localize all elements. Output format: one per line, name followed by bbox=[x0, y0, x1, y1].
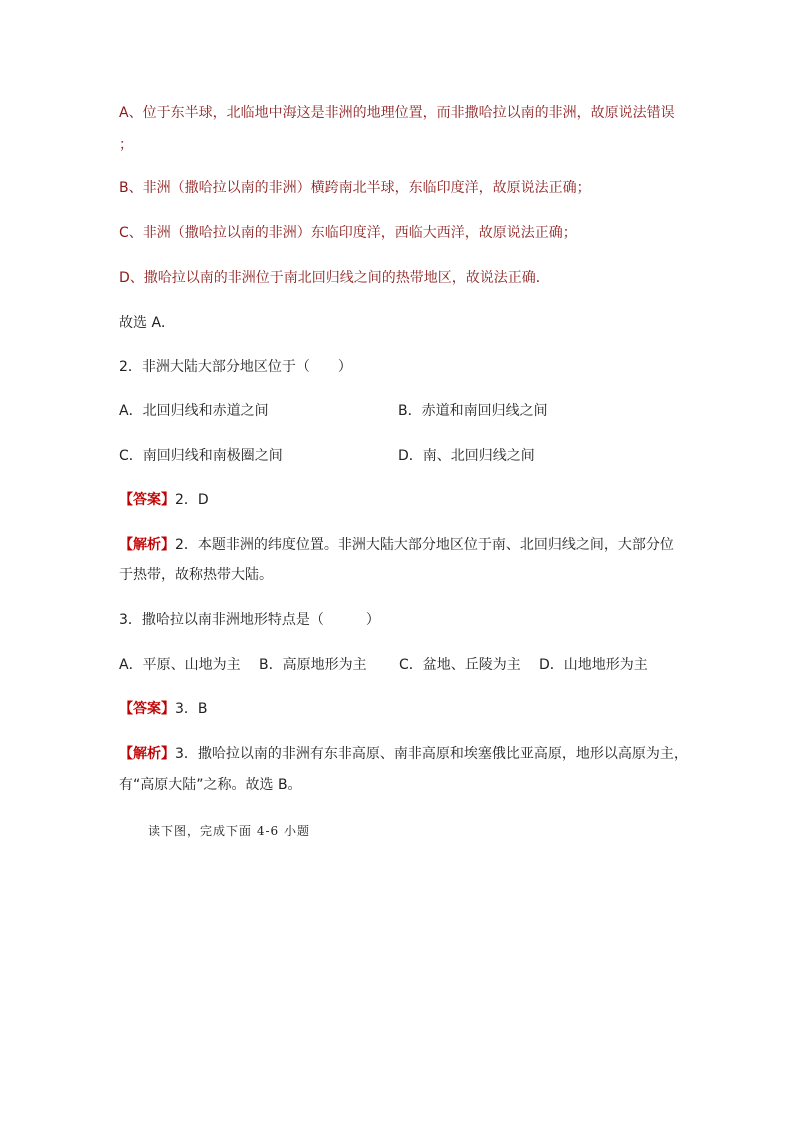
analysis-option-b: B、非洲（撒哈拉以南的非洲）横跨南北半球，东临印度洋，故原说法正确； bbox=[119, 180, 591, 196]
answer-value: 2．D bbox=[175, 492, 209, 508]
question-3-analysis-line2: 有“高原大陆”之称。故选 B。 bbox=[119, 777, 302, 793]
analysis-option-d: D、撒哈拉以南的非洲位于南北回归线之间的热带地区，故说法正确． bbox=[119, 270, 550, 286]
analysis-tag: 【解析】 bbox=[119, 537, 175, 553]
question-2-option-a: A．北回归线和赤道之间 bbox=[119, 403, 269, 419]
question-2-answer bbox=[119, 491, 209, 509]
question-3-analysis-line1 bbox=[119, 745, 688, 763]
analysis-text: 3．撒哈拉以南的非洲有东非高原、南非高原和埃塞俄比亚高原，地形以高原为主， bbox=[175, 746, 688, 762]
question-2-option-c: C．南回归线和南极圈之间 bbox=[119, 448, 283, 464]
question-3-option-c: C．盆地、丘陵为主 bbox=[399, 657, 521, 673]
analysis-option-a-line1: A、位于东半球，北临地中海这是非洲的地理位置，而非撒哈拉以南的非洲，故原说法错误 bbox=[119, 105, 675, 121]
answer-tag: 【答案】 bbox=[119, 701, 175, 717]
question-3-option-a: A．平原、山地为主 bbox=[119, 657, 241, 673]
question-2-option-b: B．赤道和南回归线之间 bbox=[398, 403, 548, 419]
analysis-option-a-line2: ； bbox=[119, 137, 133, 153]
analysis-conclusion: 故选 A． bbox=[119, 315, 176, 331]
answer-value: 3．B bbox=[175, 701, 208, 717]
question-3-stem: 3．撒哈拉以南非洲地形特点是（ ） bbox=[119, 612, 380, 628]
question-2-analysis-line2: 于热带，故称热带大陆。 bbox=[119, 567, 273, 583]
question-2-analysis-line1 bbox=[119, 536, 674, 554]
question-2-option-d: D．南、北回归线之间 bbox=[398, 448, 535, 464]
analysis-tag: 【解析】 bbox=[119, 746, 175, 762]
answer-tag: 【答案】 bbox=[119, 492, 175, 508]
question-3-option-d: D．山地地形为主 bbox=[539, 657, 648, 673]
question-3-option-b: B．高原地形为主 bbox=[259, 657, 367, 673]
question-2-stem: 2．非洲大陆大部分地区位于（ ） bbox=[119, 359, 352, 375]
analysis-text: 2．本题非洲的纬度位置。非洲大陆大部分地区位于南、北回归线之间，大部分位 bbox=[175, 537, 674, 553]
question-3-answer bbox=[119, 700, 208, 718]
instruction-text: 读下图，完成下面 4-6 小题 bbox=[148, 824, 310, 838]
analysis-option-c: C、非洲（撒哈拉以南的非洲）东临印度洋，西临大西洋，故原说法正确； bbox=[119, 225, 577, 241]
